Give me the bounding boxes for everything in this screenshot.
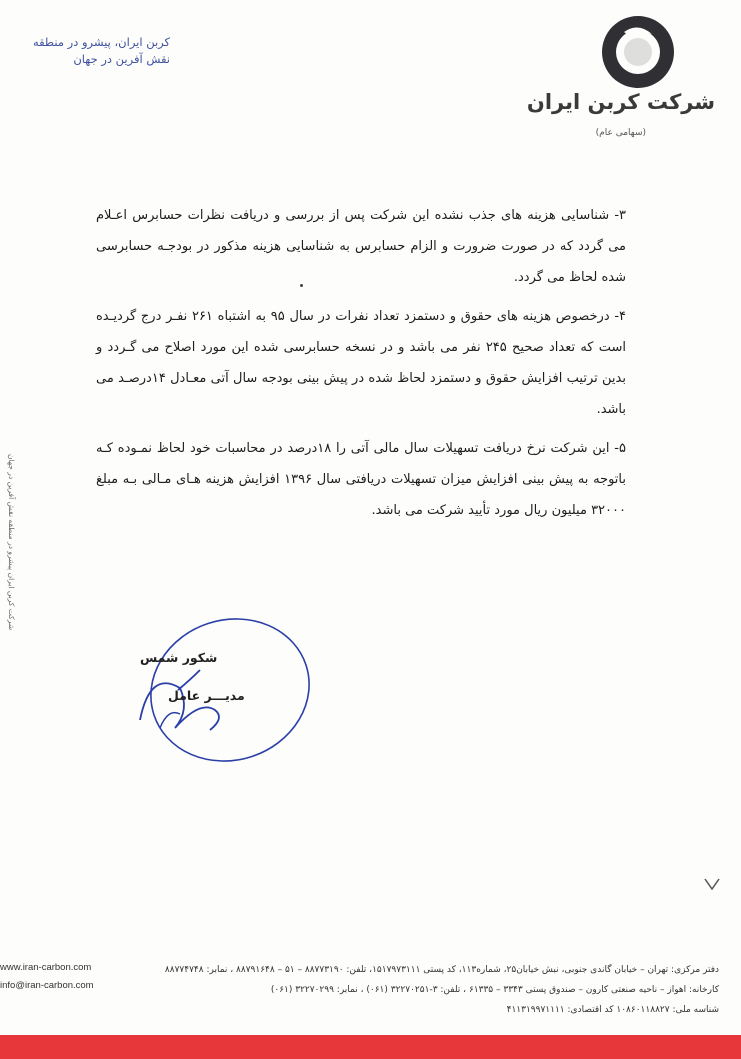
paragraph-4: ۴- درخصوص هزینه های حقوق و دستمزد تعداد نفرات در سال ۹۵ به اشتباه ۲۶۱ نفـر درج گردیـده است که تعداد صحیح ۲۴۵ نفر می باشد و در نسخه حسابرسی شده این مورد اصلاح می گـردد و بدین ترتیب افزایش حقوق و دستمزد لحاظ شده در پیش بینی بودجه سال آتی معـادل ۱۴درصـد می باشد.	[96, 309, 626, 417]
signer-name: شکور شمس	[140, 650, 218, 665]
iran-carbon-logo-icon	[598, 12, 678, 92]
handwritten-signature-icon	[120, 610, 320, 800]
slogan-line-1: کربن ایران، پیشرو در منطقه	[32, 35, 170, 49]
slogan	[30, 34, 170, 68]
footer-ids: شناسه ملی: ۱۰۸۶۰۱۱۸۸۲۷ کد اقتصادی: ۴۱۱۳۱۹۹۷۱۱۱۱	[506, 1005, 719, 1015]
paragraph-3: ۳- شناسایی هزینه های جذب نشده این شرکت پس از بررسی و دریافت نظرات حسابرس اعـلام می گردد که در صورت ضرورت و الزام حسابرس به شناسایی هزینه مذکور در بودجـه حسابرسی شده لحاظ می گردد.	[96, 208, 626, 285]
ink-dot	[300, 284, 303, 287]
letter-body	[96, 200, 626, 534]
company-name: شرکت کربن ایران	[526, 90, 715, 114]
paragraph-5: ۵- این شرکت نرخ دریافت تسهیلات سال مالی آتی را ۱۸درصد در محاسبات خود لحاظ نمـوده کـه باتوجه به پیش بینی افزایش میزان تسهیلات دریافتی سال ۱۳۹۶ افزایش هزینه هـای مـالی بـه مبلغ ۳۲۰۰۰ میلیون ریال مورد تأیید شرکت می باشد.	[96, 441, 626, 518]
corner-mark-icon	[703, 877, 721, 891]
footer-office-address: دفتر مرکزی: تهران – خیابان گاندی جنوبی، نبش خیابان۲۵، شماره۱۱۳، کد پستی ۱۵۱۷۹۷۳۱۱۱، تلفن: ۸۸۷۷۳۱۹۰ – ۵۱ – ۸۸۷۹۱۶۴۸ ، نمابر: ۸۸۷۷۴۷۴۸	[164, 965, 719, 975]
footer-factory-address: کارخانه: اهواز – ناحیه صنعتی کارون – صندوق پستی ۳۳۴۳ – ۶۱۳۳۵ ، تلفن: ۳-۳۲۲۷۰۲۵۱ (۰۶۱) ، نمابر: ۳۲۲۷۰۲۹۹ (۰۶۱)	[270, 985, 719, 995]
footer-email: info@iran-carbon.com	[0, 980, 94, 991]
slogan-line-2: نقش آفرین در جهان	[73, 52, 170, 66]
margin-stamp: شرکت کربن ایران پیشرو در منطقه نقش آفرین در جهان	[7, 453, 16, 630]
footer-website: www.iran-carbon.com	[0, 962, 92, 973]
company-subtitle: (سهامی عام)	[595, 128, 646, 138]
signer-title: مدیـــر عامل	[168, 688, 245, 703]
footer-bar	[0, 1035, 741, 1059]
